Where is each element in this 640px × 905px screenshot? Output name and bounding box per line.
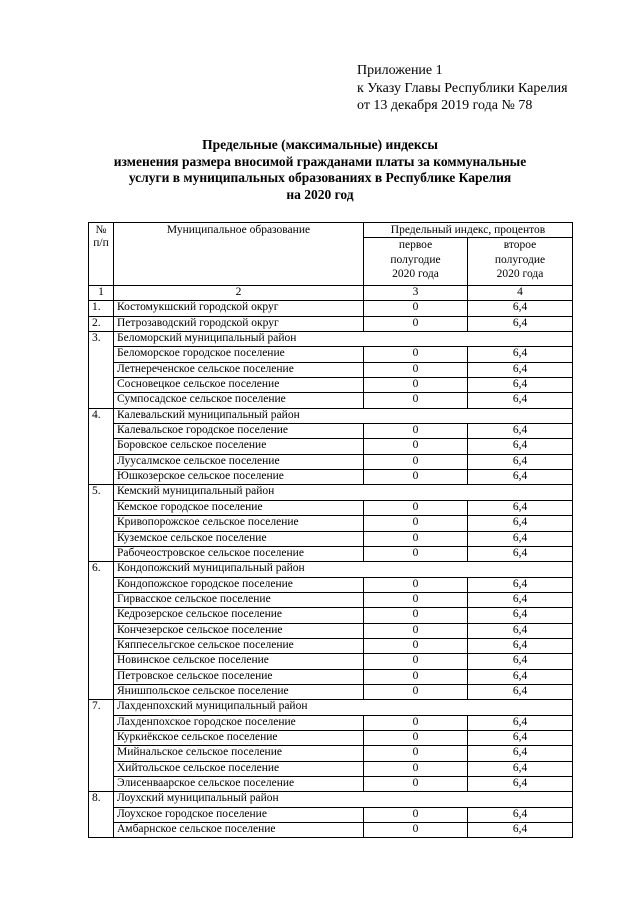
table-row — [89, 669, 573, 684]
second-half-index: 6,4 — [468, 638, 573, 653]
row-number: 8. — [89, 792, 114, 838]
municipality-name: Кривопорожское сельское поселение — [114, 516, 364, 531]
table-row — [89, 516, 573, 531]
first-half-index: 0 — [364, 669, 468, 684]
municipality-name: Костомукшский городской округ — [114, 301, 364, 316]
first-half-index: 0 — [364, 638, 468, 653]
second-half-index: 6,4 — [468, 347, 573, 362]
header-row — [89, 223, 573, 238]
second-half-index: 6,4 — [468, 623, 573, 638]
table-row — [89, 316, 573, 331]
table-row — [89, 623, 573, 638]
municipality-name: Кедрозерское сельское поселение — [114, 608, 364, 623]
first-half-index: 0 — [364, 623, 468, 638]
table-row — [89, 301, 573, 316]
row-number: 3. — [89, 332, 114, 409]
header-first-half-line1: первое — [398, 239, 433, 251]
municipality-name: Юшкозерское сельское поселение — [114, 470, 364, 485]
row-number: 5. — [89, 485, 114, 562]
second-half-index: 6,4 — [468, 393, 573, 408]
first-half-index: 0 — [364, 730, 468, 745]
first-half-index: 0 — [364, 531, 468, 546]
annex-header — [357, 62, 568, 115]
table-row — [89, 393, 573, 408]
district-name: Беломорский муниципальный район — [114, 332, 573, 347]
first-half-index: 0 — [364, 439, 468, 454]
municipality-name: Сосновецкое сельское поселение — [114, 378, 364, 393]
first-half-index: 0 — [364, 715, 468, 730]
table-row — [89, 684, 573, 699]
index-table — [88, 222, 573, 838]
district-row — [89, 485, 573, 500]
district-name: Калевальский муниципальный район — [114, 408, 573, 423]
table-row — [89, 577, 573, 592]
municipality-name: Беломорское городское поселение — [114, 347, 364, 362]
second-half-index: 6,4 — [468, 424, 573, 439]
header-num-line2: п/п — [93, 237, 109, 249]
index-table-body — [89, 223, 573, 838]
second-half-index: 6,4 — [468, 516, 573, 531]
municipality-name: Кончезерское сельское поселение — [114, 623, 364, 638]
municipality-name: Боровское сельское поселение — [114, 439, 364, 454]
first-half-index: 0 — [364, 516, 468, 531]
header-second-half — [468, 238, 573, 286]
first-half-index: 0 — [364, 470, 468, 485]
table-row — [89, 592, 573, 607]
table-row — [89, 424, 573, 439]
column-number-4: 4 — [468, 286, 573, 301]
municipality-name: Петровское сельское поселение — [114, 669, 364, 684]
second-half-index: 6,4 — [468, 577, 573, 592]
column-number-row — [89, 286, 573, 301]
first-half-index: 0 — [364, 546, 468, 561]
first-half-index: 0 — [364, 823, 468, 838]
table-row — [89, 500, 573, 515]
column-number-2: 2 — [114, 286, 364, 301]
second-half-index: 6,4 — [468, 715, 573, 730]
table-row — [89, 546, 573, 561]
district-row — [89, 332, 573, 347]
district-name: Лахденпохский муниципальный район — [114, 700, 573, 715]
table-row — [89, 823, 573, 838]
first-half-index: 0 — [364, 500, 468, 515]
second-half-index: 6,4 — [468, 531, 573, 546]
district-row — [89, 408, 573, 423]
second-half-index: 6,4 — [468, 500, 573, 515]
second-half-index: 6,4 — [468, 301, 573, 316]
first-half-index: 0 — [364, 608, 468, 623]
second-half-index: 6,4 — [468, 777, 573, 792]
municipality-name: Амбарнское сельское поселение — [114, 823, 364, 838]
municipality-name: Янишпольское сельское поселение — [114, 684, 364, 699]
row-number: 2. — [89, 316, 114, 331]
municipality-name: Хийтольское сельское поселение — [114, 761, 364, 776]
header-num-line1: № — [95, 224, 107, 236]
header-num-cell — [89, 223, 114, 286]
first-half-index: 0 — [364, 347, 468, 362]
first-half-index: 0 — [364, 393, 468, 408]
second-half-index: 6,4 — [468, 316, 573, 331]
second-half-index: 6,4 — [468, 546, 573, 561]
table-row — [89, 730, 573, 745]
table-row — [89, 777, 573, 792]
table-row — [89, 746, 573, 761]
second-half-index: 6,4 — [468, 746, 573, 761]
district-row — [89, 562, 573, 577]
municipality-name: Лахденпохское городское поселение — [114, 715, 364, 730]
first-half-index: 0 — [364, 654, 468, 669]
table-row — [89, 654, 573, 669]
second-half-index: 6,4 — [468, 761, 573, 776]
district-name: Кондопожский муниципальный район — [114, 562, 573, 577]
first-half-index: 0 — [364, 761, 468, 776]
table-row — [89, 531, 573, 546]
municipality-name: Куркиёкское сельское поселение — [114, 730, 364, 745]
first-half-index: 0 — [364, 746, 468, 761]
title-line-1: Предельные (максимальные) индексы — [202, 137, 438, 152]
first-half-index: 0 — [364, 454, 468, 469]
table-row — [89, 439, 573, 454]
title-line-2: изменения размера вносимой гражданами платы за коммунальные — [113, 153, 527, 169]
row-number: 1. — [89, 301, 114, 316]
district-row — [89, 792, 573, 807]
table-row — [89, 378, 573, 393]
first-half-index: 0 — [364, 592, 468, 607]
header-second-half-line1: второе — [503, 239, 537, 251]
second-half-index: 6,4 — [468, 362, 573, 377]
municipality-name: Летнереченское сельское поселение — [114, 362, 364, 377]
document-title — [60, 137, 580, 203]
municipality-name: Рабочеостровское сельское поселение — [114, 546, 364, 561]
first-half-index: 0 — [364, 807, 468, 822]
table-row — [89, 347, 573, 362]
municipality-name: Петрозаводский городской округ — [114, 316, 364, 331]
row-number: 4. — [89, 408, 114, 485]
table-row — [89, 470, 573, 485]
header-second-half-line3: 2020 года — [496, 268, 544, 280]
header-first-half-line2: полугодие — [390, 253, 441, 266]
municipality-name: Луусалмское сельское поселение — [114, 454, 364, 469]
row-number: 7. — [89, 700, 114, 792]
second-half-index: 6,4 — [468, 669, 573, 684]
table-row — [89, 715, 573, 730]
column-number-3: 3 — [364, 286, 468, 301]
municipality-name: Кяппесельгское сельское поселение — [114, 638, 364, 653]
district-name: Кемский муниципальный район — [114, 485, 573, 500]
municipality-name: Сумпосадское сельское поселение — [114, 393, 364, 408]
municipality-name: Гирвасское сельское поселение — [114, 592, 364, 607]
table-row — [89, 638, 573, 653]
first-half-index: 0 — [364, 684, 468, 699]
second-half-index: 6,4 — [468, 378, 573, 393]
municipality-name: Мийнальское сельское поселение — [114, 746, 364, 761]
title-line-4: на 2020 год — [286, 186, 354, 202]
header-index-group: Предельный индекс, процентов — [364, 223, 573, 238]
district-name: Лоухский муниципальный район — [114, 792, 573, 807]
second-half-index: 6,4 — [468, 823, 573, 838]
second-half-index: 6,4 — [468, 730, 573, 745]
header-municipality: Муниципальное образование — [114, 223, 364, 286]
first-half-index: 0 — [364, 362, 468, 377]
municipality-name: Куземское сельское поселение — [114, 531, 364, 546]
municipality-name: Калевальское городское поселение — [114, 424, 364, 439]
table-row — [89, 608, 573, 623]
first-half-index: 0 — [364, 424, 468, 439]
first-half-index: 0 — [364, 378, 468, 393]
second-half-index: 6,4 — [468, 470, 573, 485]
second-half-index: 6,4 — [468, 684, 573, 699]
first-half-index: 0 — [364, 577, 468, 592]
annex-line-1: Приложение 1 — [357, 63, 443, 78]
annex-line-2: к Указу Главы Республики Карелия — [357, 80, 568, 96]
first-half-index: 0 — [364, 301, 468, 316]
header-first-half — [364, 238, 468, 286]
column-number-1: 1 — [89, 286, 114, 301]
table-row — [89, 454, 573, 469]
municipality-name: Лоухское городское поселение — [114, 807, 364, 822]
municipality-name: Новинское сельское поселение — [114, 654, 364, 669]
table-row — [89, 362, 573, 377]
municipality-name: Элисенваарское сельское поселение — [114, 777, 364, 792]
district-row — [89, 700, 573, 715]
municipality-name: Кондопожское городское поселение — [114, 577, 364, 592]
second-half-index: 6,4 — [468, 807, 573, 822]
second-half-index: 6,4 — [468, 454, 573, 469]
table-row — [89, 807, 573, 822]
annex-line-3: от 13 декабря 2019 года № 78 — [357, 98, 533, 113]
title-line-3: услуги в муниципальных образованиях в Республике Карелия — [128, 170, 512, 185]
table-row — [89, 761, 573, 776]
row-number: 6. — [89, 562, 114, 700]
first-half-index: 0 — [364, 316, 468, 331]
header-first-half-line3: 2020 года — [392, 268, 439, 280]
second-half-index: 6,4 — [468, 608, 573, 623]
first-half-index: 0 — [364, 777, 468, 792]
header-second-half-line2: полугодие — [494, 253, 546, 266]
municipality-name: Кемское городское поселение — [114, 500, 364, 515]
second-half-index: 6,4 — [468, 592, 573, 607]
second-half-index: 6,4 — [468, 439, 573, 454]
second-half-index: 6,4 — [468, 654, 573, 669]
